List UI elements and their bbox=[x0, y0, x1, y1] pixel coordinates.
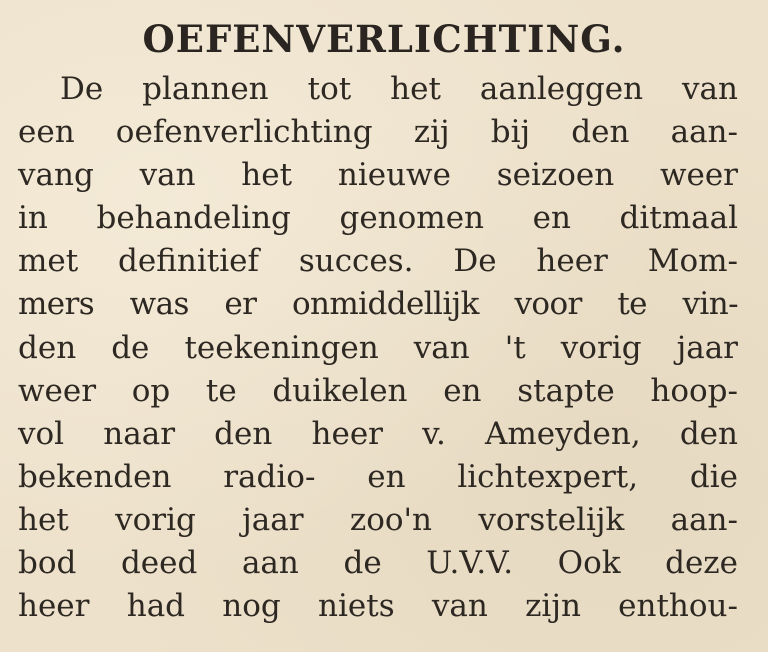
article-title: OEFENVERLICHTING. bbox=[142, 17, 626, 61]
article-body bbox=[18, 68, 738, 628]
text-line: vang van het nieuwe seizoen weer bbox=[18, 157, 738, 194]
text-line: bekenden radio- en lichtexpert, die bbox=[18, 458, 738, 495]
text-line: in behandeling genomen en ditmaal bbox=[18, 200, 738, 237]
text-line: heer had nog niets van zijn enthou- bbox=[18, 588, 738, 625]
text-line: vol naar den heer v. Ameyden, den bbox=[18, 415, 738, 452]
text-line: De plannen tot het aanleggen van bbox=[60, 71, 738, 107]
text-line: weer op te duikelen en stapte hoop- bbox=[18, 372, 738, 409]
text-line: bod deed aan de U.V.V. Ook deze bbox=[18, 545, 738, 582]
text-line: het vorig jaar zoo'n vorstelijk aan- bbox=[18, 501, 738, 538]
text-line: met definitief succes. De heer Mom- bbox=[18, 243, 738, 280]
text-line: mers was er onmiddellijk voor te vin- bbox=[18, 286, 738, 323]
text-line: den de teekeningen van 't vorig jaar bbox=[18, 329, 738, 366]
text-line: een oefenverlichting zij bij den aan- bbox=[18, 114, 738, 151]
